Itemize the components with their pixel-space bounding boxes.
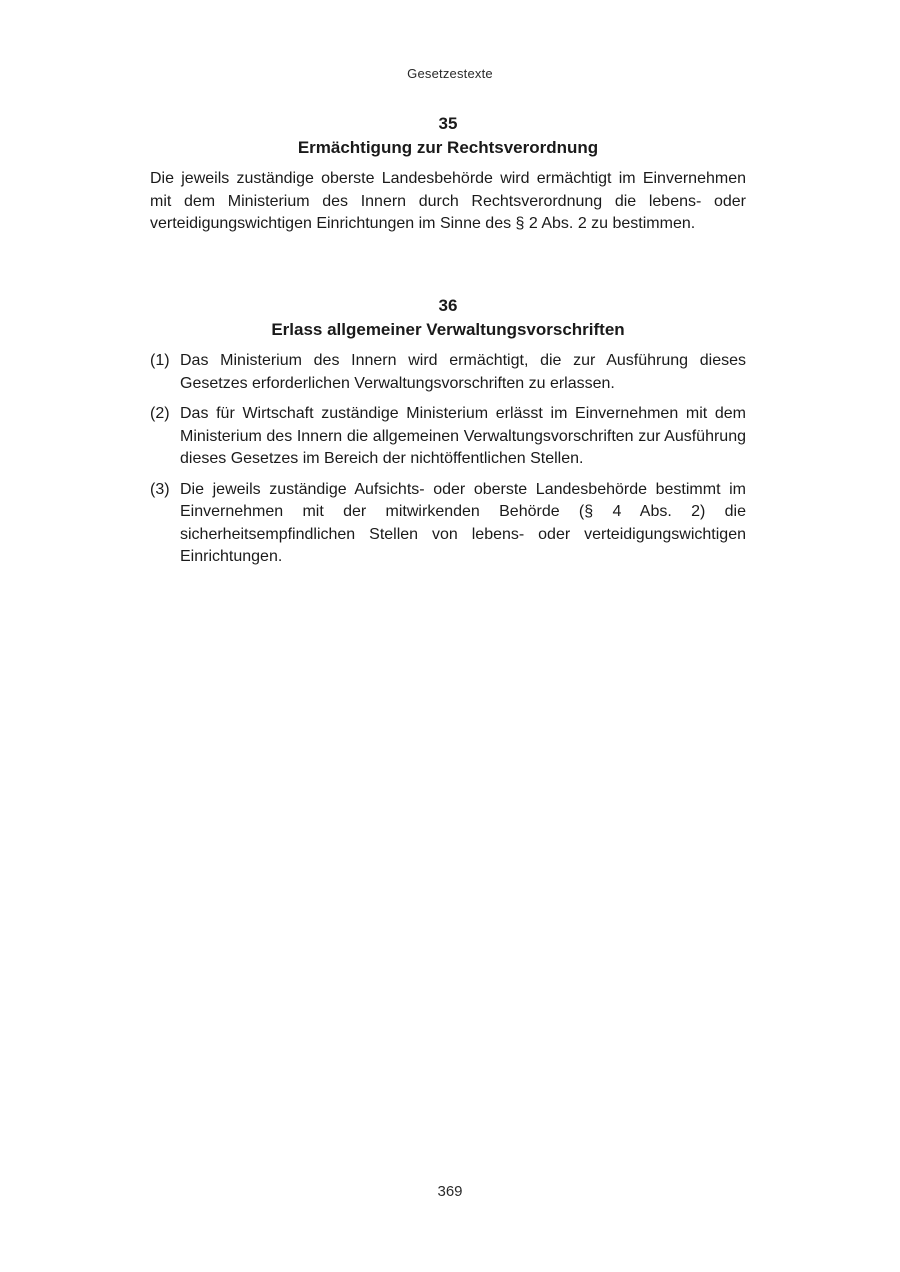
paragraph-number: (1)	[150, 352, 170, 369]
section-number: 35	[438, 114, 458, 133]
paragraph-text: Die jeweils zuständige Aufsichts- oder oberste Landesbehörde bestimmt im Einvernehmen mit der mitwirkenden Behörde (§ 4 Abs. 2) die sicherheitsempfindlichen Stellen von lebens- oder verteidigungswichtigen Einrichtungen.	[180, 480, 746, 565]
section-number: 36	[438, 296, 458, 315]
paragraph-text: Das für Wirtschaft zuständige Ministerium erlässt im Einvernehmen mit dem Ministerium des Innern die allgemeinen Verwaltungsvorschriften zur Ausführung dieses Gesetzes im Bereich der nichtöffentlichen Stellen.	[180, 405, 746, 467]
section-title: Erlass allgemeiner Verwaltungsvorschriften	[271, 320, 625, 339]
paragraph-item	[150, 479, 746, 569]
paragraph-list	[150, 350, 746, 569]
paragraph-item	[150, 403, 746, 471]
paragraph-item	[150, 350, 746, 395]
running-header: Gesetzestexte	[407, 66, 493, 81]
paragraph-number: (3)	[150, 480, 170, 498]
section-title: Ermächtigung zur Rechtsverordnung	[297, 138, 599, 157]
paragraph-text: Das Ministerium des Innern wird ermächtigt, die zur Ausführung dieses Gesetzes erforderlichen Verwaltungsvorschriften zu erlassen.	[180, 352, 746, 392]
section-35	[150, 112, 746, 236]
paragraph-number: (2)	[150, 405, 170, 422]
page-number: 369	[437, 1183, 463, 1200]
section-36	[150, 294, 746, 577]
section-body: Die jeweils zuständige oberste Landesbehörde wird ermächtigt im Einvernehmen mit dem Ministerium des Innern durch Rechtsverordnung die lebens- oder verteidigungswichtigen Einrichtungen im Sinne des § 2 Abs. 2 zu bestimmen.	[150, 170, 746, 232]
